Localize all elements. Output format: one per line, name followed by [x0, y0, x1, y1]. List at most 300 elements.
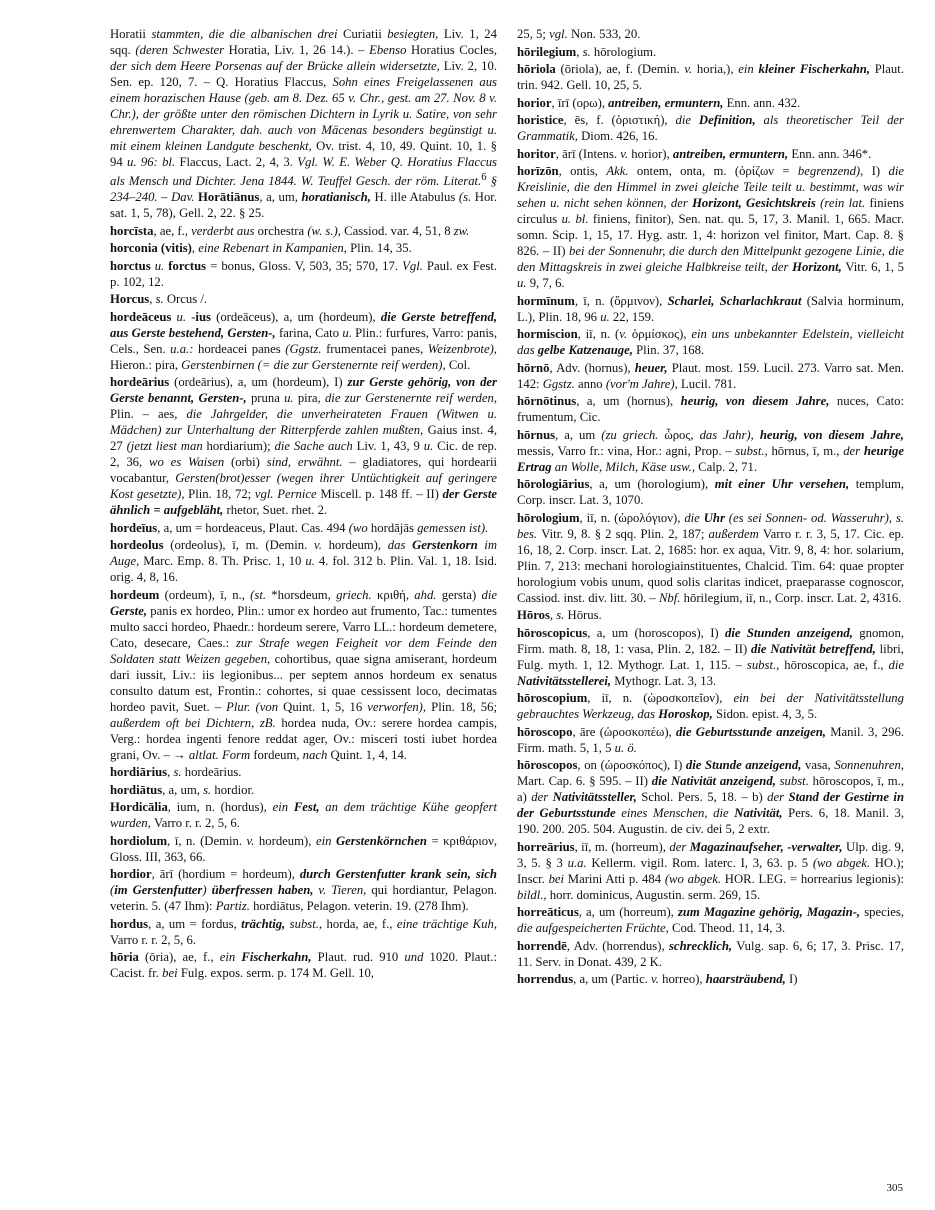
entry-text: , a, um (hornus), [576, 394, 681, 408]
translation-emphasis: zur Gerste gehörig, von der Gerste benannt, Gersten-, [110, 375, 497, 406]
italic-text: bei der Sonnenuhr, die durch den Mittelpunkt gezogene Linie, die den Mittagskreis in zwei gleiche Halbkreise teilt, der [517, 244, 904, 274]
italic-text: der [767, 790, 789, 804]
italic-text: die aufgespeicherten Früchte, [517, 921, 673, 935]
entry-text: Quint. 1, 4, 14. [330, 747, 407, 762]
entry-text: pruna [246, 391, 285, 406]
translation-emphasis: Horizont, Gesichtskreis [692, 196, 816, 210]
italic-text: zur Strafe wegen Feigheit vor dem Feinde den Soldaten statt Weizen gegeben, [110, 635, 497, 666]
italic-text: bei [548, 871, 568, 886]
italic-text: die Jahrgelder, die unverheirateten Frauen (Witwen u. Mädchen) zur Unterhaltung der Ritterpferde zahlen mußten, [110, 407, 497, 438]
italic-text: Akk. [606, 164, 637, 178]
dictionary-entry [517, 904, 904, 936]
dictionary-entry [110, 374, 497, 518]
dictionary-entry [517, 146, 904, 162]
italic-text: s. [203, 782, 215, 797]
italic-text: und [404, 950, 430, 965]
italic-text: u.a. [567, 855, 592, 870]
entry-text: libri, Fulg. myth. 1, 12. Mythogr. Lat. 1, 115. – [517, 641, 904, 672]
italic-text: wo es Waisen [149, 455, 231, 470]
entry-text: Cod. Theod. 11, 14, 3. [672, 921, 786, 935]
entry-text: panis ex hordeo, Plin.: umor ex hordeo aut frumento, Tac.: tumentes multo sacci hordeo, Phaedr.: hordeum serere, Varro LL.: hordeum demetere, Cato, desecare, Caes.: [110, 603, 497, 650]
dictionary-entry [110, 949, 497, 981]
headword: horrendē [517, 938, 567, 953]
translation-emphasis: Fest, [293, 800, 320, 815]
entry-text: templum, Corp. inscr. Lat. 3, 1070. [517, 477, 904, 507]
translation-emphasis: heurig, von diesem Jahre, [759, 427, 904, 442]
entry-text: (orbi) [230, 455, 267, 470]
entry-text: Col. [448, 357, 471, 372]
entry-text: Marini Atti p. 484 [567, 871, 665, 886]
entry-text: , [191, 241, 199, 256]
italic-text: subst., [285, 916, 327, 931]
italic-text: Ggstz. [542, 376, 578, 391]
headword: horctus [110, 258, 151, 273]
italic-text: u. [284, 391, 298, 406]
entry-text: Marc. Emp. 8. Th. Prisc. 1, 10 [143, 554, 306, 569]
entry-text: Plin.: furfures, Varro: panis, Cels., Sen. [110, 325, 497, 356]
entry-text: gersta) [441, 587, 482, 602]
italic-text: Nbf. [658, 590, 684, 605]
italic-text: s. [173, 765, 185, 780]
entry-text: 1020. Plaut.: Cacist. fr. [110, 950, 497, 981]
entry-text: , [149, 292, 156, 307]
italic-text: an Wolle, Milch, Käse usw., [551, 459, 699, 474]
headword: hordeīus [110, 520, 158, 535]
italic-text: (wo [348, 520, 371, 535]
headword: Hōros [517, 608, 550, 622]
entry-text: horreo), [662, 972, 706, 986]
headword: hōroscopos [517, 758, 578, 772]
translation-emphasis: Horizont, [792, 260, 842, 274]
entry-text: κριθή, [376, 587, 415, 602]
italic-text: stammten, die die albanischen drei [151, 27, 343, 41]
entry-text: hordeum), [328, 538, 388, 553]
dictionary-entry [110, 309, 497, 373]
italic-text: (es sei Sonnen- od. Wasseruhr), s. bes. [517, 510, 904, 541]
dictionary-entry [110, 520, 497, 536]
dictionary-entry [110, 799, 497, 831]
entry-text: (Salvia horminum, L.), Plin. 18, 96 [517, 293, 904, 324]
translation-emphasis: Horoskop, [658, 707, 713, 721]
entry-text: HO.); Inscr. [517, 855, 904, 886]
dictionary-entry [517, 971, 904, 987]
dictionary-entry [110, 916, 497, 948]
headword: hordiārius [110, 765, 168, 780]
italic-text: u. [517, 276, 530, 290]
entry-text: Paul. ex Fest. p. 102, 12. [110, 258, 498, 289]
dictionary-entry [110, 258, 497, 290]
entry-text: Horatii [110, 27, 152, 41]
italic-text: Vgl. W. E. Weber Q. Horatius Flaccus als Mensch und Dichter. Jena 1844. W. Teuffel Gesch. der röm. Literat. [110, 155, 497, 189]
headword: horitor [517, 146, 556, 161]
italic-text: s. [556, 608, 568, 622]
headword: hōria [110, 950, 139, 965]
entry-text: , īrī (ορω), [551, 95, 609, 110]
italic-text: u. [305, 554, 319, 569]
entry-text: Quint. 1, 5, 16 [283, 699, 368, 714]
entry-text: Hor. sat. 1, 5, 78), Gell. 2, 22. § 25. [110, 190, 497, 221]
entry-text: Plaut. trin. 942. Gell. 10, 25, 5. [517, 62, 904, 92]
headword: hormiscion [517, 327, 578, 341]
italic-text: der [669, 839, 690, 854]
headword: hōrilegium [517, 44, 577, 59]
translation-emphasis: Stand der Gestirne in der Geburtsstunde [517, 790, 904, 820]
entry-text: , ī, n. (ὅρμινον), [574, 293, 668, 308]
italic-text: v. [651, 972, 663, 986]
dictionary-entry [517, 625, 904, 689]
entry-text: hordājās [370, 520, 418, 535]
translation-emphasis: Uhr [703, 510, 725, 525]
entry-text: , [549, 608, 557, 622]
entry-text: , ae, f., [153, 223, 192, 238]
bold-text: Horātiānus [198, 190, 260, 205]
bold-text: ius [195, 309, 211, 324]
dictionary-entry [517, 326, 904, 358]
entry-text: Mart. Cap. 6. § 595. – II) [517, 774, 652, 788]
headword: hormīnum [517, 293, 575, 308]
entry-text: hordeum), [258, 833, 316, 848]
italic-text: besiegten, [387, 27, 444, 41]
italic-text: Partiz. [215, 899, 254, 914]
entry-text: Horatia, Liv. 1, 26 14.). – [228, 43, 370, 57]
italic-text: zw. [453, 223, 470, 238]
italic-text: eine Rebenart in Kampanien, [198, 241, 351, 256]
translation-emphasis: die Stunden anzeigend, [724, 625, 853, 640]
entry-text: (ordeārius), a, um (hordeum), I) [169, 375, 348, 390]
dictionary-entry [110, 833, 497, 865]
italic-text: eine trächtige Kuh, [396, 916, 498, 931]
entry-text: Plin. 18, 72; [188, 487, 255, 502]
translation-emphasis: Gerstenkorn [412, 538, 478, 553]
translation-emphasis: heurig, von diesem Jahre, [680, 394, 830, 408]
entry-text: Enn. ann. 346*. [788, 146, 872, 161]
entry-text: Varro r. r. 3, 5, 17. Cic. ep. 16, 18, 2. Corp. inscr. Lat. 2, 1685: hor. ex aqua, Vitr. 9, 8, 4: hor. solarium, Plin. 7, 213: mechani horologiainstituentes, Chalcid. Tim. 64: quae propter horologium vobis unum, quod solis claritas indicet, praeparasse cognoscor, Cassiod. inst. div. litt. 30. – [517, 526, 904, 605]
entry-text: hōrilegium, iī, n., Corp. inscr. Lat. 2, 4316. [683, 590, 902, 605]
entry-text: , a, um = fordus, [148, 916, 242, 931]
translation-emphasis: antreiben, ermuntern, [672, 146, 789, 161]
entry-text: fordeum, [253, 747, 303, 762]
bold-text: forctus [168, 258, 207, 273]
entry-text: Vulg. sap. 6, 6; 17, 3. Prisc. 17, 11. Serv. in Donat. 439, 2 K. [517, 938, 904, 969]
dictionary-entry [517, 163, 904, 291]
dictionary-entry [517, 938, 904, 970]
italic-text: u. ö. [614, 740, 637, 755]
entry-text: hōrnus, ī, m., [771, 443, 844, 458]
entry-text: 22, 159. [612, 309, 655, 324]
dictionary-entry [517, 690, 904, 722]
translation-emphasis: Fischerkahn, [241, 950, 312, 965]
dictionary-entry [517, 476, 904, 508]
entry-text: horia,), [696, 62, 739, 76]
entry-text: Curiatii [342, 27, 388, 41]
italic-text: (wo abgek. [812, 855, 875, 870]
headword: horreāticus [517, 905, 579, 919]
italic-text: die [888, 657, 904, 672]
entry-text: Kellerm. vigil. Rom. laterc. I, 3, 63. p. 5 [591, 855, 813, 870]
translation-emphasis: Nativität, [734, 806, 783, 820]
entry-text: finiens circulus [517, 196, 904, 226]
dictionary-entry [110, 240, 497, 256]
headword: hōriola [517, 62, 556, 76]
italic-text: s. [582, 44, 594, 59]
entry-text: , iī, n. (ὡροσκοπεῖον), [587, 691, 734, 705]
dictionary-entry [517, 427, 904, 475]
translation-emphasis: trächtig, [241, 916, 286, 931]
dictionary-entry [110, 537, 497, 585]
entry-text: , iī, n. (ὡρολόγιον), [579, 510, 685, 525]
italic-text: die zur Gerstenernte reif werden, [324, 391, 498, 406]
entry-text: (ōria), ae, f., [138, 950, 220, 965]
entry-text: Non. 533, 20. [570, 27, 641, 41]
entry-text: species, [860, 905, 905, 919]
headword: hōroscopo [517, 724, 573, 739]
italic-text: (rein lat. [815, 196, 870, 210]
italic-text: v. [246, 833, 259, 848]
entry-text: ontem, onta, m. (ὁρίζων = [636, 164, 798, 178]
entry-text: = κριθάριον, Gloss. III, 363, 66. [110, 833, 497, 864]
italic-text: Ebenso [369, 43, 412, 57]
italic-text: das [387, 538, 413, 553]
translation-emphasis: die Nativität anzeigend, [651, 774, 776, 788]
headword: horrendus [517, 972, 574, 986]
headword: horcīsta [110, 223, 154, 238]
italic-text: der [843, 443, 864, 458]
dictionary-entry [110, 26, 497, 221]
italic-text: das Jahr), [699, 427, 760, 442]
headword: hordeārius [110, 375, 170, 390]
entry-text: hordior. [214, 782, 255, 797]
entry-text: , a, um = hordeaceus, Plaut. Cas. 494 [157, 520, 349, 535]
headword: horreārius [517, 839, 575, 854]
entry-text: HOR. LEG. = horrearius legionis): [724, 871, 904, 886]
italic-text: (w. s.), [307, 223, 345, 238]
entry-text: messis, Varro fr.: vina, Hor.: agni, Prop. – [517, 443, 736, 458]
italic-text: (vor'm Jahre), [605, 376, 681, 391]
entry-text: Liv. 1, 43, 9 [356, 439, 424, 454]
translation-emphasis: die Stunde anzeigend, [685, 758, 802, 772]
italic-text: die [675, 113, 699, 127]
dictionary-entry [517, 607, 904, 623]
entry-text: hōroscopos, ī, m., a) [517, 774, 904, 804]
italic-text: (s. [458, 190, 475, 205]
headword: hordior [110, 867, 152, 882]
headword: Hordicālia [110, 800, 168, 815]
italic-text: subst., [746, 657, 785, 672]
italic-text: ein uns unbekannter Edelstein, vielleicht das [517, 327, 904, 357]
italic-text: verworfen), [367, 699, 432, 714]
entry-text: Fulg. expos. serm. p. 174 M. Gell. 10, [180, 966, 374, 981]
headword: hōrologiārius [517, 477, 590, 491]
headword: hōrnus [517, 427, 556, 442]
italic-text: bildl., [517, 887, 550, 902]
entry-text: , ium, n. (hordus), [167, 800, 273, 815]
italic-text: s. [155, 292, 167, 307]
italic-text: der sich dem Heere Porsenas auf der Brücke allein widersetzte, [110, 59, 444, 73]
dictionary-entry [517, 112, 904, 144]
entry-text: (ordeāceus), a, um (hordeum), [210, 309, 381, 324]
headword: hordiolum [110, 833, 168, 848]
translation-emphasis: schrecklich, [669, 938, 733, 953]
entry-text: , ī, n. (Demin. [167, 833, 247, 848]
dictionary-entry [517, 510, 904, 606]
entry-text: hōroscopica, ae, f., [784, 657, 889, 672]
translation-emphasis: Scharlei, Scharlachkraut [667, 293, 802, 308]
italic-text: u. [154, 258, 169, 273]
entry-text: - [191, 309, 196, 324]
entry-text: , a, um (horoscopos), I) [587, 625, 725, 640]
entry-text: horior), [631, 146, 673, 161]
dictionary-entry [517, 839, 904, 903]
entry-text: , a, um [555, 427, 602, 442]
translation-emphasis: Gerstenkörnchen [335, 833, 427, 848]
italic-text: Sonnenuhren, [834, 758, 904, 772]
entry-text: Liv. 2, 10. Sen. ep. 120, 7. – Q. Horatius Flaccus, [110, 59, 497, 89]
entry-text: , on (ὡροσκόπος), I) [577, 758, 686, 772]
translation-emphasis: die Nativität betreffend, [751, 641, 876, 656]
italic-text: außerdem oft bei Dichtern, zB. [110, 715, 282, 730]
entry-text: Mythogr. Lat. 3, 13. [611, 673, 717, 688]
entry-text: I) [785, 972, 798, 986]
italic-text: gemessen ist). [417, 520, 489, 535]
entry-text: , āre (ὡροσκοπέω), [572, 724, 677, 739]
translation-emphasis: im Gerstenfutter [114, 883, 203, 898]
translation-emphasis: die Geburtsstunde anzeigen, [676, 724, 826, 739]
dictionary-entry [110, 866, 497, 914]
italic-text: ein [315, 833, 336, 848]
entry-text: 4. fol. 312 b. Plin. Val. 1, 18. Isid. orig. 4, 8, 16. [110, 554, 497, 585]
entry-text: , Adv. (horrendus), [566, 938, 669, 953]
entry-text: Hōrus. [567, 608, 602, 622]
dictionary-entry [517, 293, 904, 325]
italic-text: u.a.: [170, 341, 198, 356]
italic-text: griech. [336, 587, 377, 602]
translation-emphasis: heurige Ertrag [517, 443, 904, 474]
entry-text: qui hordiantur, Pelagon. veterin. 5. (47 Ihm): [110, 883, 497, 914]
page-number: 305 [886, 1182, 903, 1194]
translation-emphasis: heuer, [634, 360, 668, 375]
italic-text: ) [202, 883, 212, 898]
entry-text: *horsdeum, [271, 587, 337, 602]
italic-text: (Ggstz. [285, 341, 327, 356]
headword: Horcus [110, 292, 150, 307]
italic-text: Gersten(brot)esser (wegen ihrer Untüchtigkeit auf geringere Kost gesetzte), [110, 471, 497, 502]
entry-text: vasa, [801, 758, 835, 772]
entry-text: Varro r. r. 2, 5, 6. [153, 816, 240, 831]
italic-text: verderbt aus [191, 223, 258, 238]
entry-text: cohortibus, quae signa amiserant, hordeum dari iussit, Liv.: iis legionibus... per septem annos hordeum ex senatus consulto datum est, Frontin.: cohortes, si quae cessissent loco, decimatas hordeo pavit, Suet. – [110, 651, 498, 714]
entry-text: , a, um, [259, 190, 302, 205]
italic-text: (zu griech. [601, 427, 665, 442]
entry-text: , [576, 44, 583, 59]
entry-text: , ēs, f. (ὁριστική), [563, 113, 676, 127]
italic-text: Weizenbrote), [427, 341, 497, 356]
translation-emphasis: durch Gerstenfutter krank sein, sich [299, 867, 497, 882]
translation-emphasis: Nativitätsstellerei, [517, 673, 612, 688]
entry-text: Plin. 37, 168. [632, 343, 705, 357]
dictionary-entry [517, 757, 904, 837]
italic-text: ( [110, 883, 115, 898]
entry-text: Varro r. r. 2, 5, 6. [110, 932, 196, 947]
headword: hōroscopium [517, 691, 588, 705]
superscript: 6 [481, 172, 487, 183]
entry-text: Plin. 18, 56; [431, 699, 497, 714]
entry-text: nuces, Cato: frumentum, Cic. [517, 394, 904, 424]
italic-text: u. bl. [561, 212, 593, 226]
dictionary-entry [517, 61, 904, 93]
italic-text: (deren Schwester [135, 43, 229, 57]
entry-text: , Adv. (hornus), [549, 360, 635, 375]
italic-text: sind, erwähnt. – [266, 455, 363, 470]
entry-text: 25, 5; [517, 27, 550, 41]
headword: horistice [517, 113, 564, 127]
italic-text: u. [176, 309, 192, 324]
headword: hordeum [110, 587, 160, 602]
italic-text: außerdem [708, 526, 763, 541]
entry-text: finiens, finitor), Sen. nat. qu. 5, 17, 3. Manil. 1, 665. Macr. somn. Scip. 1, 15, 17. Hyg. astr. 1, 4: horizon vel finitor, Mart. Cap. 8. § 826. – II) [517, 212, 905, 258]
entry-text: Plaut. most. 159. Lucil. 273. Varro sat. Men. 142: [517, 360, 904, 391]
entry-text: , a, um (horologium), [589, 477, 715, 491]
entry-text: Hieron.: pira, [110, 357, 182, 372]
italic-text: vgl. [549, 27, 571, 41]
dictionary-entry [110, 291, 497, 307]
italic-text: der [531, 790, 553, 804]
entry-text: = bonus, Gloss. V, 503, 35; 570, 17. [206, 258, 403, 273]
italic-text: v. [619, 327, 632, 341]
entry-text: ὧρος, [664, 427, 700, 442]
entry-text: (ōriola), ae, f. (Demin. [555, 62, 685, 76]
italic-text: die [481, 587, 498, 602]
italic-text: v. [314, 538, 329, 553]
italic-text: ahd. [414, 587, 442, 602]
italic-text: ein [219, 950, 242, 965]
headword: hōrnōtinus [517, 394, 577, 408]
italic-text: subst. [775, 774, 813, 788]
entry-text: hōrologium. [593, 44, 657, 59]
italic-text: u. [342, 325, 356, 340]
entry-text: , [167, 765, 174, 780]
dictionary-entry [517, 44, 904, 60]
italic-text: (wo abgek. [664, 871, 725, 886]
italic-text: als theoretischer Teil der Grammatik, [517, 113, 904, 143]
entry-text: (ordeolus), ī, m. (Demin. [163, 538, 315, 553]
italic-text: u. [600, 309, 613, 324]
italic-text: begrenzend), [797, 164, 872, 178]
italic-text: Gerstenbirnen (= die zur Gerstenernte reif werden), [181, 357, 449, 372]
entry-text: hordea nuda, Ov.: serere hordea campis, Verg.: hordea ingenti fenore reddat ager, Ov.: misceri tosti iubet hordea grani, Ov. – [110, 715, 497, 762]
dictionary-entry [517, 26, 904, 42]
italic-text: u. 96: bl. [127, 155, 180, 169]
italic-text: an dem trächtige Kühe geopfert wurden, [110, 800, 497, 831]
entry-text: hordeārius. [184, 765, 242, 780]
entry-text: , iī, n. ( [577, 327, 620, 341]
dictionary-entry [110, 782, 497, 798]
entry-text: farina, Cato [275, 325, 343, 340]
italic-text: bei [162, 966, 181, 981]
headword: hōrologium [517, 510, 580, 525]
entry-text: rhetor, Suet. rhet. 2. [223, 503, 328, 518]
translation-emphasis: antreiben, ermuntern, [608, 95, 724, 110]
entry-text: gladiatores, qui hordearii vocabantur, [110, 455, 498, 486]
translation-emphasis: haarsträubend, [705, 972, 786, 986]
entry-text: Calp. 2, 71. [698, 459, 758, 474]
italic-text: im Auge, [110, 538, 497, 569]
italic-text: v. Tieren, [313, 883, 372, 898]
headword: hōroscopicus [517, 625, 588, 640]
entry-text: ὁρμίσκος), [631, 327, 692, 341]
entry-text: , ontis, [558, 164, 607, 178]
italic-text: Sohn eines Freigelassenen aus einem horazischen Hause (geb. am 8. Dez. 65 v. Chr., gest. am 27. Nov. 8 v. Chr.), der größte unter den römischen Dichtern in Lyrik u. Satire, von sehr ehrenwertem Charakter, dah. auch von Mäcenas besonders begünstigt u. mit einem kleinen Landgute beschenkt, [110, 75, 497, 153]
translation-emphasis: mit einer Uhr versehen, [714, 477, 850, 491]
